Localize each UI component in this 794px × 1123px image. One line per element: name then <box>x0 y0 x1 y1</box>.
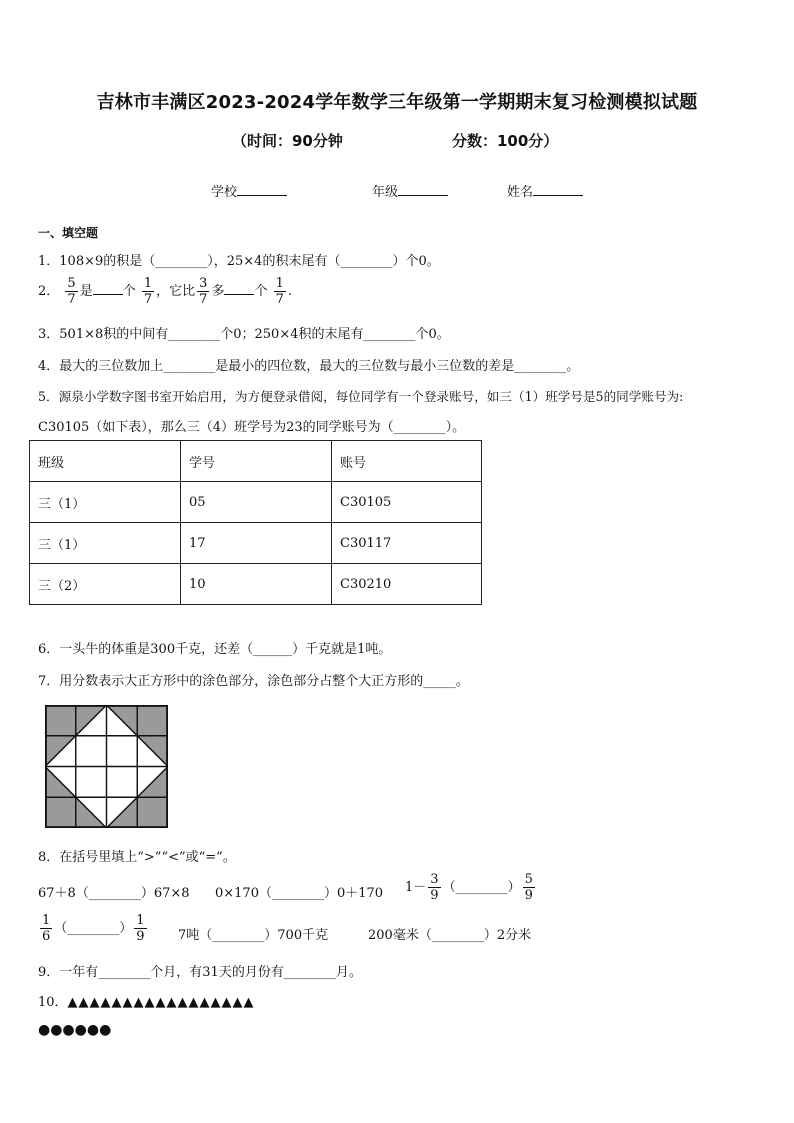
table-header-cell: 班级 <box>30 441 181 482</box>
q8-compare-6: 200毫米（________）2分米 <box>368 928 532 943</box>
q2-fraction-3: $\frac{3}{7}$ <box>199 276 208 307</box>
table-row <box>30 482 482 523</box>
name-label: 姓名 <box>507 185 534 200</box>
grade-field[interactable] <box>372 181 448 200</box>
q10-dots: ●●●●●● <box>38 1022 112 1038</box>
table-header-row <box>30 441 482 482</box>
question-4: 4．最大的三位数加上________是最小的四位数，最大的三位数与最小三位数的差是________。 <box>38 359 580 374</box>
q8-fraction: $\frac{3}{9}$ <box>430 872 439 903</box>
school-field[interactable] <box>211 181 287 200</box>
q8-compare-3: 1－ $\frac{3}{9}$ （________） $\frac{5}{9}$ <box>405 872 533 903</box>
question-1: 1．108×9的积是（________），25×4的积末尾有（________）个0。 <box>38 254 440 269</box>
question-7: 7．用分数表示大正方形中的涂色部分，涂色部分占整个大正方形的_____。 <box>38 674 469 689</box>
grade-blank[interactable] <box>398 183 448 196</box>
name-field[interactable] <box>507 181 583 200</box>
q8-fraction: $\frac{1}{9}$ <box>136 913 145 944</box>
table-row <box>30 523 482 564</box>
table-cell: C30117 <box>332 523 482 564</box>
q10-number: 10． <box>38 995 68 1010</box>
shaded-square-figure <box>45 705 168 828</box>
question-5-line-2: C30105（如下表），那么三（4）班学号为23的同学账号为（________）。 <box>38 420 466 435</box>
table-row <box>30 564 482 605</box>
question-6: 6．一头牛的体重是300千克，还差（______）千克就是1吨。 <box>38 642 392 657</box>
question-3: 3．501×8积的中间有________个0；250×4积的末尾有________个0。 <box>38 327 450 342</box>
name-blank[interactable] <box>533 183 583 196</box>
table-cell: 10 <box>181 564 332 605</box>
table-header-cell: 学号 <box>181 441 332 482</box>
q8-compare-2: 0×170（________）0＋170 <box>215 886 384 901</box>
page-title: 吉林市丰满区2023-2024学年数学三年级第一学期期末复习检测模拟试题 <box>96 92 698 113</box>
table-cell: 三（2） <box>30 564 181 605</box>
question-8: 8．在括号里填上“>”“<”或“=”。 <box>38 850 236 865</box>
table-cell: 三（1） <box>30 482 181 523</box>
q8-fraction: $\frac{5}{9}$ <box>524 872 533 903</box>
account-table <box>29 440 482 605</box>
table-cell: 三（1） <box>30 523 181 564</box>
table-cell: C30105 <box>332 482 482 523</box>
table-cell: 17 <box>181 523 332 564</box>
grade-label: 年级 <box>372 185 399 200</box>
q8-compare-1: 67＋8（________）67×8 <box>38 886 190 901</box>
question-5-line-1: 5．源泉小学数字图书室开始启用，为方便登录借阅，每位同学有一个登录账号，如三（1）班学号是5的同学账号为: <box>38 389 684 404</box>
q2-number: 2． <box>38 284 60 299</box>
q10-triangles: ▲▲▲▲▲▲▲▲▲▲▲▲▲▲▲▲▲ <box>67 995 255 1010</box>
school-blank[interactable] <box>237 183 287 196</box>
q2-blank-2[interactable] <box>224 282 254 295</box>
q8-compare-4: $\frac{1}{6}$ （________） $\frac{1}{9}$ <box>42 913 145 944</box>
q2-fraction-2: $\frac{1}{7}$ <box>143 276 153 307</box>
q8-compare-5: 7吨（________）700千克 <box>178 928 329 943</box>
section-title: 一、填空题 <box>38 226 99 240</box>
table-cell: C30210 <box>332 564 482 605</box>
school-label: 学校 <box>211 185 238 200</box>
q8-fraction: $\frac{1}{6}$ <box>42 913 51 944</box>
question-2: 2． $\frac{5}{7}$ 是 个 $\frac{1}{7}$ ，它比 $\frac{3}{7}$ 多 个 $\frac{1}{7}$ . <box>38 276 293 307</box>
q2-blank-1[interactable] <box>93 282 123 295</box>
exam-time: （时间：90分钟 <box>232 132 343 150</box>
q2-fraction-4: $\frac{1}{7}$ <box>275 276 284 307</box>
question-9: 9．一年有________个月，有31天的月份有________月。 <box>38 965 362 980</box>
table-header-cell: 账号 <box>332 441 482 482</box>
question-10 <box>38 991 255 1010</box>
table-cell: 05 <box>181 482 332 523</box>
exam-score: 分数：100分） <box>452 132 559 150</box>
q2-fraction-1: $\frac{5}{7}$ <box>67 276 76 307</box>
